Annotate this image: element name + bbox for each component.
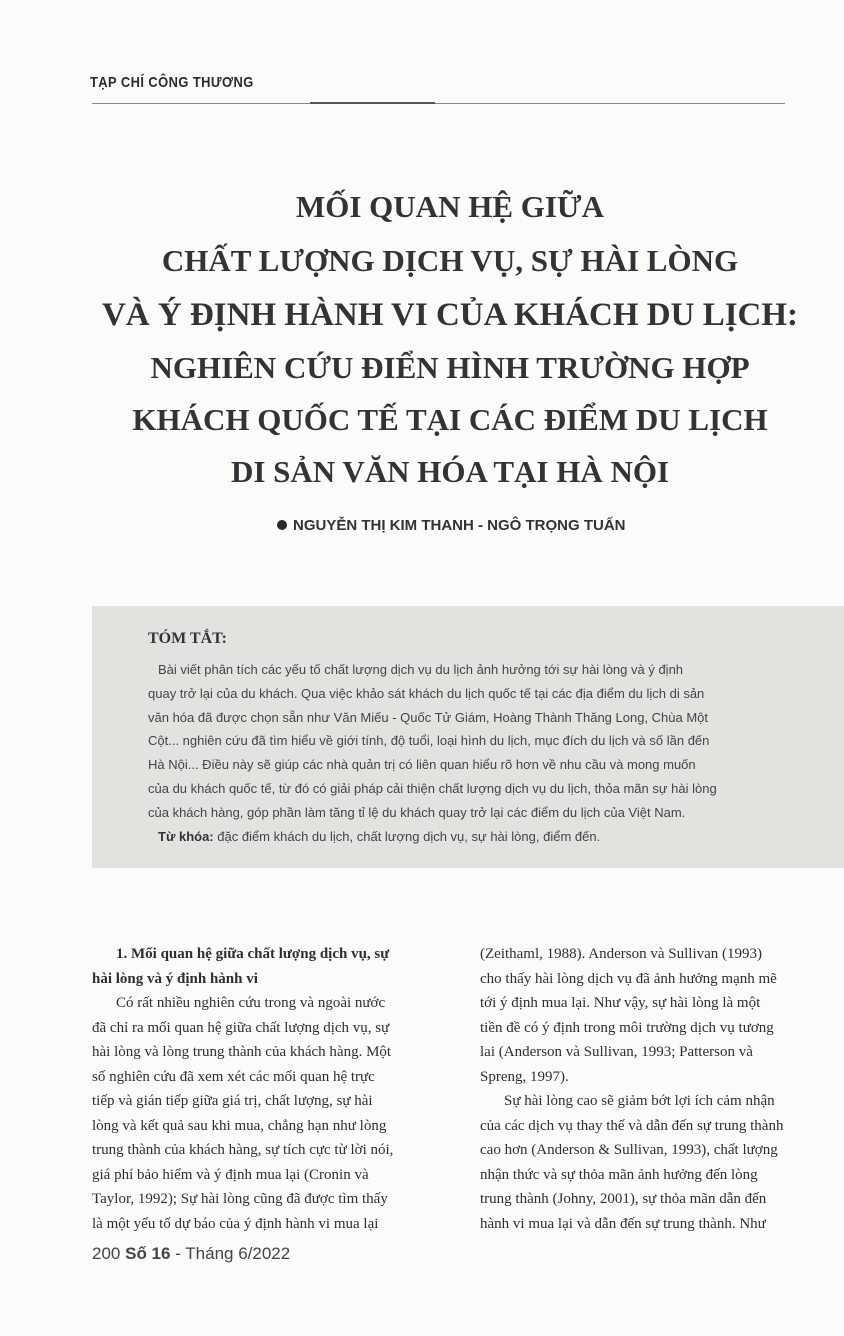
body-line: trung thành (Johny, 2001), sự thỏa mãn dẫn đến [480, 1191, 767, 1207]
body-line: Có rất nhiều nghiên cứu trong và ngoài nước [116, 995, 386, 1011]
abstract-line: của du khách quốc tế, từ đó có giải pháp cải thiện chất lượng dịch vụ du lịch, thỏa mãn sự hài lòng [148, 780, 717, 796]
body-line: Sự hài lòng cao sẽ giảm bớt lợi ích cảm nhận [504, 1093, 775, 1109]
section-heading: hài lòng và ý định hành vi [92, 970, 258, 987]
keywords-label: Từ khóa: [158, 828, 214, 844]
journal-name: TẠP CHÍ CÔNG THƯƠNG [90, 74, 254, 91]
body-line: Spreng, 1997). [480, 1068, 569, 1085]
body-line: lai (Anderson và Sullivan, 1993; Patterson và [480, 1044, 753, 1060]
abstract-line: văn hóa đã được chọn sẵn như Văn Miếu - Quốc Tử Giám, Hoàng Thành Thăng Long, Chùa Một [148, 709, 709, 725]
body-line: (Zeithaml, 1988). Anderson và Sullivan (1993) [480, 946, 763, 962]
title-line: VÀ Ý ĐỊNH HÀNH VI CỦA KHÁCH DU LỊCH: [101, 297, 799, 333]
issue-number: Số 16 [125, 1244, 171, 1263]
author-names: NGUYỄN THỊ KIM THANH - NGÔ TRỌNG TUẤN [293, 517, 626, 534]
body-column-left [92, 942, 456, 1236]
abstract-line: Cột... nghiên cứu đã tìm hiểu về giới tính, độ tuổi, loại hình du lịch, mục đích du lịch và số lần đến [148, 733, 710, 749]
body-line: đã chỉ ra mối quan hệ giữa chất lượng dịch vụ, sự [92, 1019, 390, 1036]
body-line: cao hơn (Anderson & Sullivan, 1993), chất lượng [480, 1142, 778, 1158]
issue-date: - Tháng 6/2022 [175, 1244, 291, 1263]
article-title [90, 180, 810, 498]
body-line: Taylor, 1992); Sự hài lòng cũng đã được tìm thấy [92, 1191, 388, 1207]
abstract-line: quay trở lại của du khách. Qua việc khảo sát khách du lịch quốc tế tại các địa điểm du lịch di sản [148, 685, 705, 701]
page-number: 200 [92, 1244, 121, 1263]
keywords: đặc điểm khách du lịch, chất lượng dịch vụ, sự hài lòng, điểm đến. [217, 828, 601, 844]
body-line: hài lòng và lòng trung thành của khách hàng. Một [92, 1044, 392, 1060]
body-line: tới ý định mua lại. Như vậy, sự hài lòng là một [480, 995, 761, 1011]
title-line: DI SẢN VĂN HÓA TẠI HÀ NỘI [230, 454, 670, 489]
keywords-line [148, 825, 812, 849]
header-rule [92, 103, 785, 104]
body-line: lòng và kết quả sau khi mua, chẳng hạn như lòng [92, 1117, 387, 1134]
page-footer [92, 1244, 290, 1264]
abstract-box [92, 606, 844, 868]
body-line: hành vi mua lại và dẫn đến sự trung thành. Như [480, 1215, 766, 1232]
abstract-line: của khách hàng, góp phần làm tăng tỉ lệ du khách quay trở lại các điểm du lịch của Việt Nam. [148, 804, 686, 820]
body-line: số nghiên cứu đã xem xét các mối quan hệ trực [92, 1068, 375, 1085]
header-rule-accent [310, 102, 435, 104]
title-line: CHẤT LƯỢNG DỊCH VỤ, SỰ HÀI LÒNG [161, 243, 739, 278]
body-line: giá phí bảo hiểm và ý định mua lại (Cronin và [92, 1166, 369, 1183]
abstract-line: Hà Nội... Điều này sẽ giúp các nhà quản trị có liên quan hiểu rõ hơn về nhu cầu và mong muốn [148, 757, 696, 773]
body-line: nhận thức và sự thỏa mãn ảnh hưởng đến lòng [480, 1166, 758, 1183]
authors [277, 517, 625, 534]
abstract-body [148, 658, 812, 848]
body-line: tiếp và gián tiếp giữa giá trị, chất lượng, sự hài [92, 1093, 373, 1109]
title-line: NGHIÊN CỨU ĐIỂN HÌNH TRƯỜNG HỢP [150, 350, 750, 385]
body-column-right [480, 942, 844, 1236]
body-line: của các dịch vụ thay thế và dẫn đến sự trung thành [480, 1117, 784, 1134]
bullet-icon [277, 520, 287, 530]
body-line: tiền đề có ý định trong môi trường dịch vụ tương [480, 1019, 774, 1036]
abstract-line: Bài viết phân tích các yếu tố chất lượng dịch vụ du lịch ảnh hưởng tới sự hài lòng và ý định [158, 662, 684, 677]
section-heading: 1. Mối quan hệ giữa chất lượng dịch vụ, sự [116, 946, 390, 962]
body-line: trung thành của khách hàng, sự tích cực từ lời nói, [92, 1142, 394, 1158]
body-line: là một yếu tố dự báo của ý định hành vi mua lại [92, 1215, 379, 1232]
title-line: KHÁCH QUỐC TẾ TẠI CÁC ĐIỂM DU LỊCH [132, 402, 768, 437]
abstract-heading: TÓM TẮT: [148, 630, 227, 647]
body-line: cho thấy hài lòng dịch vụ đã ảnh hưởng mạnh mẽ [480, 970, 777, 987]
title-line: MỐI QUAN HỆ GIỮA [296, 189, 604, 224]
